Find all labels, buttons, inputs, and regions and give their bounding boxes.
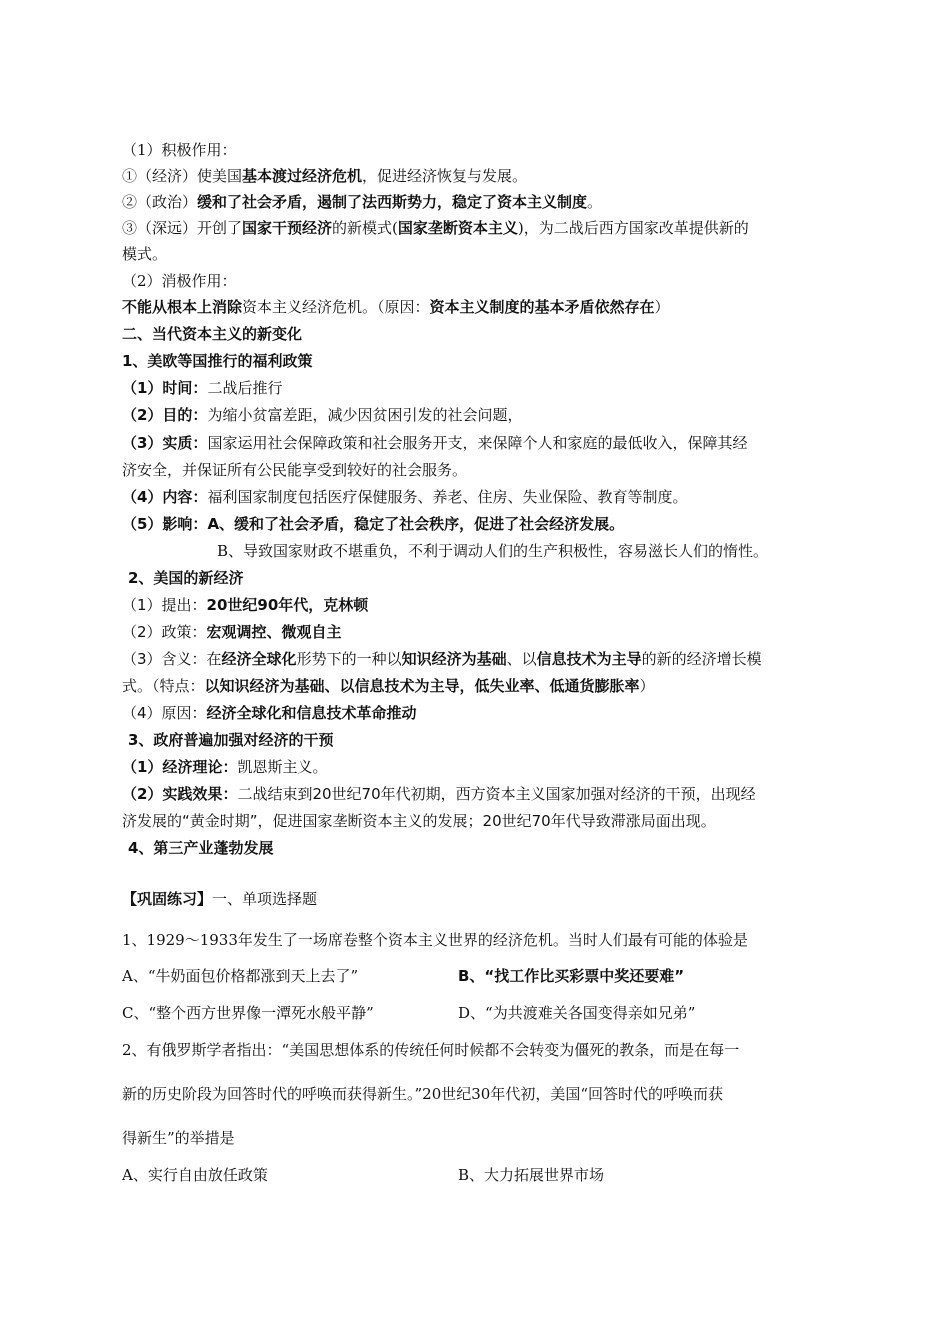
- new-economy-policy-line: （2）政策：宏观调控、微观自主: [122, 623, 342, 641]
- question-1-option-c: C、“整个西方世界像一潭死水般平静”: [122, 1004, 374, 1022]
- economic-effect-line: ①（经济）使美国基本渡过经济危机，促进经济恢复与发展。: [122, 167, 528, 185]
- question-2-line-3: 得新生”的举措是: [122, 1129, 235, 1147]
- question-2-line-1: 2、有俄罗斯学者指出：“美国思想体系的传统任何时候都不会转变为僵死的教条，而是在每一: [122, 1041, 740, 1059]
- section-two-title: 二、当代资本主义的新变化: [122, 325, 303, 343]
- economic-theory-line: （1）经济理论：凯恩斯主义。: [122, 758, 328, 776]
- welfare-essence-line-cont: 济安全，并保证所有公民能享受到较好的社会服务。: [122, 461, 468, 479]
- welfare-purpose-line: （2）目的：为缩小贫富差距，减少因贫困引发的社会问题，: [122, 406, 523, 424]
- new-economy-reason-line: （4）原因：经济全球化和信息技术革命推动: [122, 704, 417, 722]
- welfare-impact-line-b: B、导致国家财政不堪重负，不利于调动人们的生产积极性，容易滋长人们的惰性。: [217, 542, 769, 560]
- welfare-impact-line: （5）影响：A、缓和了社会矛盾，稳定了社会秩序，促进了社会经济发展。: [122, 515, 625, 533]
- new-economy-meaning-line-cont: 式。（特点：以知识经济为基础、以信息技术为主导，低失业率、低通货膨胀率）: [122, 677, 655, 695]
- question-2-option-b: B、大力拓展世界市场: [458, 1166, 605, 1184]
- welfare-essence-line: （3）实质：国家运用社会保障政策和社会服务开支，来保障个人和家庭的最低收入，保障其经: [122, 434, 748, 452]
- negative-role-heading: （2）消极作用：: [122, 272, 237, 290]
- government-intervention-heading: 3、政府普遍加强对经济的干预: [128, 731, 334, 749]
- practice-effect-line-cont: 济发展的“黄金时期”，促进国家垄断资本主义的发展；20世纪70年代导致滞涨局面出现。: [122, 812, 716, 830]
- practice-section-heading: 【巩固练习】一、单项选择题: [122, 890, 318, 908]
- new-economy-proposed-line: （1）提出：20世纪90年代，克林顿: [122, 596, 369, 614]
- question-1: 1、1929～1933年发生了一场席卷整个资本主义世界的经济危机。当时人们最有可能的体验是: [122, 931, 748, 949]
- new-economy-meaning-line: （3）含义：在经济全球化形势下的一种以知识经济为基础、以信息技术为主导的新的经济增长模: [122, 650, 762, 668]
- welfare-policy-heading: 1、美欧等国推行的福利政策: [122, 352, 313, 370]
- practice-effect-line: （2）实践效果：二战结束到20世纪70年代初期，西方资本主义国家加强对经济的干预，出现经: [122, 785, 756, 803]
- question-1-option-d: D、“为共渡难关各国变得亲如兄弟”: [458, 1004, 696, 1022]
- question-2-line-2: 新的历史阶段为回答时代的呼唤而获得新生。”20世纪30年代初，美国“回答时代的呼唤而获: [122, 1085, 724, 1103]
- welfare-content-line: （4）内容：福利国家制度包括医疗保健服务、养老、住房、失业保险、教育等制度。: [122, 488, 688, 506]
- new-economy-heading: 2、美国的新经济: [128, 569, 244, 587]
- question-1-option-a: A、“牛奶面包价格都涨到天上去了”: [122, 967, 359, 985]
- political-effect-line: ②（政治）缓和了社会矛盾，遏制了法西斯势力，稳定了资本主义制度。: [122, 193, 603, 211]
- welfare-time-line: （1）时间：二战后推行: [122, 379, 283, 397]
- negative-role-line: 不能从根本上消除资本主义经济危机。（原因：资本主义制度的基本矛盾依然存在）: [122, 298, 670, 316]
- question-2-option-a: A、实行自由放任政策: [122, 1166, 268, 1184]
- question-1-option-b: B、“找工作比买彩票中奖还要难”: [458, 967, 685, 985]
- tertiary-industry-heading: 4、第三产业蓬勃发展: [128, 839, 274, 857]
- farreaching-effect-line-cont: 模式。: [122, 245, 168, 263]
- farreaching-effect-line: ③（深远）开创了国家干预经济的新模式(国家垄断资本主义)，为二战后西方国家改革提供新的: [122, 219, 749, 237]
- positive-role-heading: （1）积极作用：: [122, 141, 237, 159]
